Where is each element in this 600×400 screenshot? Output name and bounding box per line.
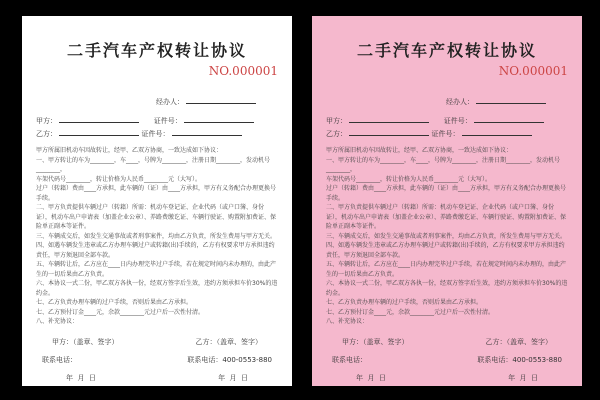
party-a-line [349, 114, 429, 123]
phone-value: 联系电话：400-0553-880 [187, 355, 272, 364]
handler-row [36, 95, 278, 108]
clause: 四、如遇车辆发生违章或乙方办理车辆过户或转籍(出)手续的，乙方有权要求甲方承担违约责任，甲方须退回全部车款。 [326, 242, 565, 259]
clause: 四、如遇车辆发生违章或乙方办理车辆过户或转籍(出)手续的，乙方有权要求甲方承担违约责任，甲方须退回全部车款。 [36, 242, 275, 259]
phone-label: 联系电话： [332, 355, 367, 364]
clause: 五、车辆转让后，乙方应在____日内办理完毕过户手续，若在规定时间内未办理的，由此产生的一切后果由乙方负责。 [36, 261, 277, 278]
party-b-cert-label: 证件号： [141, 130, 170, 138]
phone-label: 联系电话： [42, 355, 77, 364]
party-b-cert-line [172, 127, 242, 136]
clause: 七、乙方负责办理车辆的过户手续，否则后果由乙方承担。 [36, 299, 193, 306]
date-day: 日 [531, 373, 538, 382]
date-month: 月 [367, 373, 375, 382]
date-year: 年 [508, 373, 516, 382]
date-year: 年 [66, 373, 73, 382]
clauses [326, 146, 568, 327]
party-a-cert-label: 证件号： [153, 117, 182, 125]
date-month: 月 [519, 373, 527, 382]
handler-line [476, 95, 546, 104]
contact-row [36, 355, 278, 365]
signature-row [36, 337, 278, 347]
date-year: 年 [356, 373, 363, 382]
clause: 过户（转籍）费由____方承担，此车辆的（证）由____方承担，甲方有义务配合办理更换号手续。 [36, 185, 277, 202]
clause: 六、本协议一式二份，甲乙双方各执一份，经双方签字后生效，违约方须承担车价30%的违约金。 [326, 280, 568, 297]
clause: 车架代码号________，转让价格为人民币________元（大写）。 [36, 175, 202, 183]
party-a-cert-line [474, 114, 544, 123]
date-row [36, 373, 278, 383]
clause: 二、甲方负责提供车辆过户（转籍）所需：机动车登记证、企业代码（或户口簿、身份证），机动车出户申请表（加盖企业公章）、养路费缴讫证、车辆行驶证、购置附加费证、保险单正副本等证件。 [36, 204, 277, 230]
agreement-sheet-white [22, 16, 292, 386]
party-a-row [36, 114, 278, 127]
clause: 二、甲方负责提供车辆过户（转籍）所需：机动车登记证、企业代码（或户口簿、身份证），机动车出户申请表（加盖企业公章）、养路费缴讫证、车辆行驶证、购置附加费证、保险单正副本等证件。 [326, 204, 567, 230]
party-b-label: 乙方： [36, 130, 57, 138]
sign-a: 甲方：（盖章、签字） [52, 337, 119, 346]
clause: 一、甲方转让的车为________，车____，号牌为________，注册日期________，发动机号________， [36, 156, 271, 173]
clause: 车架代码号________，转让价格为人民币________元（大写）。 [326, 175, 492, 183]
date-month: 月 [77, 373, 85, 382]
party-a-line [59, 114, 139, 123]
party-a-cert-label: 证件号： [443, 117, 472, 125]
date-day: 日 [88, 373, 96, 382]
handler-label: 经办人： [156, 98, 184, 106]
clause: 六、本协议一式二份，甲乙双方各执一份，经双方签字后生效，违约方须承担车价30%的违约金。 [36, 280, 278, 297]
clause: 八、补充协议： [36, 318, 79, 325]
date-month: 月 [229, 373, 237, 382]
clause: 一、甲方转让的车为________，车____，号牌为________，注册日期________，发动机号________， [326, 156, 561, 173]
clause: 甲方所属旧机动车因故转让，经甲、乙双方协商，一致达成如下协议： [36, 147, 223, 154]
clause: 七、乙方预付订金____元，余款________元过户后一次性付清。 [326, 308, 495, 316]
clause: 三、车辆成交后，如发生交通事故或者刑事案件，均由乙方负责，所发生费用与甲方无关。 [326, 232, 567, 240]
sign-a: 甲方：（盖章、签字） [342, 337, 409, 346]
party-a-label: 甲方： [36, 117, 57, 125]
clauses [36, 146, 278, 327]
party-b-cert-label: 证件号： [431, 130, 460, 138]
party-b-row [36, 127, 278, 140]
handler-line [186, 95, 256, 104]
party-b-cert-line [462, 127, 532, 136]
clause: 过户（转籍）费由____方承担，此车辆的（证）由____方承担，甲方有义务配合办理更换号手续。 [326, 185, 567, 202]
document-number: NO.000001 [498, 64, 568, 78]
contact-row [326, 355, 568, 365]
clause: 五、车辆转让后，乙方应在____日内办理完毕过户手续，若在规定时间内未办理的，由此产生的一切后果由乙方负责。 [326, 261, 567, 278]
party-b-label: 乙方： [326, 130, 347, 138]
party-b-line [349, 127, 429, 136]
handler-row [326, 95, 568, 108]
signature-row [326, 337, 568, 347]
date-year: 年 [218, 373, 226, 382]
party-a-row [326, 114, 568, 127]
date-day: 日 [241, 373, 248, 382]
phone-value: 联系电话：400-0553-880 [477, 355, 562, 364]
date-row [326, 373, 568, 383]
document-title: 二手汽车产权转让协议 [66, 41, 247, 60]
party-b-row [326, 127, 568, 140]
clause: 八、补充协议： [326, 318, 369, 325]
date-day: 日 [378, 373, 386, 382]
clause: 七、乙方负责办理车辆的过户手续，否则后果由乙方承担。 [326, 299, 483, 306]
handler-label: 经办人： [446, 98, 474, 106]
clause: 甲方所属旧机动车因故转让，经甲、乙双方协商，一致达成如下协议： [326, 147, 513, 154]
party-a-label: 甲方： [326, 117, 347, 125]
document-title: 二手汽车产权转让协议 [356, 41, 537, 60]
clause: 七、乙方预付订金____元，余款________元过户后一次性付清。 [36, 308, 205, 316]
party-b-line [59, 127, 139, 136]
agreement-sheet-pink [312, 16, 582, 386]
clause: 三、车辆成交后，如发生交通事故或者刑事案件，均由乙方负责，所发生费用与甲方无关。 [36, 232, 277, 240]
sign-b: 乙方：（盖章、签字） [195, 337, 262, 346]
document-number: NO.000001 [208, 64, 278, 78]
sign-b: 乙方：（盖章、签字） [485, 337, 552, 346]
party-a-cert-line [184, 114, 254, 123]
